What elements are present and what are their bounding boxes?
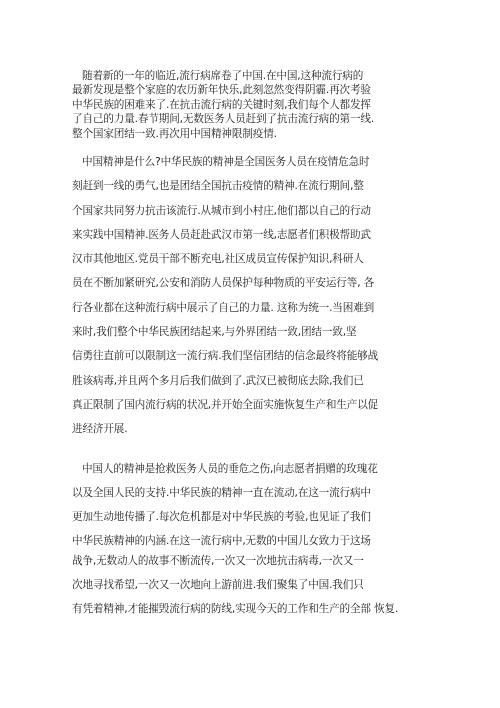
text-line: 中国精神是什么?中华民族的精神是全国医务人员在疫情危急时 xyxy=(82,156,370,168)
text-line: 来实践中国精神.医务人员赶赴武汉市第一线,志愿者们积极帮助武 xyxy=(72,228,371,241)
text-line: 有凭着精神,才能摧毁流行病的防线,实现今天的工作和生产的全部 恢复. xyxy=(72,603,399,615)
text-line: 个国家共同努力抗击该流行.从城市到小村庄,他们都以自己的行动 xyxy=(72,204,371,217)
text-line: 战争,无数动人的故事不断流传,一次又一次地抗击病毒,一次又一 xyxy=(72,555,364,567)
text-line: 中国人的精神是抢救医务人员的垂危之伤,向志愿者捐赠的玫瑰花 xyxy=(82,463,378,475)
text-line: 真正限制了国内流行病的状况,并开始全面实施恢复生产和生产以促 xyxy=(72,398,379,411)
text-line: 胜该病毒,并且两个多月后我们做到了.武汉已被彻底去除,我们已 xyxy=(72,374,364,387)
text-line: 中华民族精神的内涵.在这一流行病中,无数的中国儿女致力于这场 xyxy=(72,535,371,547)
text-line: 随着新的一年的临近,流行病席卷了中国.在中国,这种流行病的 xyxy=(82,70,364,82)
text-line: 汉市其他地区.党员干部不断充电,社区成员宣传保护知识,科研人 xyxy=(72,253,364,266)
text-line: 以及全国人民的支持.中华民族的精神一直在流动,在这一流行病中 xyxy=(72,487,371,499)
text-line: 员在不断加紧研究,公安和消防人员保护每种物质的平安运行等, 各 xyxy=(72,277,375,290)
text-line: 整个国家团结一致.再次用中国精神限制疫情. xyxy=(72,127,277,140)
text-line: 来时,我们整个中华民族团结起来,与外界团结一致,团结一致,坚 xyxy=(72,326,357,339)
paragraph-2 xyxy=(72,150,378,442)
text-line: 中华民族的困难来了.在抗击流行病的关键时刻,我们每个人都发挥 xyxy=(72,98,371,111)
paragraph-1 xyxy=(72,69,374,141)
text-line: 更加生动地传播了.每次危机都是对中华民族的考验,也见证了我们 xyxy=(72,511,371,523)
text-line: 最新发现是整个家庭的农历新年快乐,此刻忽然变得阴霾.再次考验 xyxy=(72,84,371,97)
text-line: 次地寻找希望,一次又一次地向上游前进.我们聚集了中国.我们只 xyxy=(72,579,364,591)
text-line: 了自己的力量.春节期间,无数医务人员赶到了抗击流行病的第一线. xyxy=(72,113,375,126)
text-line: 进经济开展. xyxy=(72,423,128,436)
text-line: 刻赶到一线的勇气,也是团结全国抗击疫情的精神.在流行期间,整 xyxy=(72,180,364,193)
text-line: 信勇往直前可以限制这一流行病.我们坚信团结的信念最终将能够战 xyxy=(72,350,379,363)
paragraph-3 xyxy=(72,457,398,621)
text-line: 行各业都在这种流行病中展示了自己的力量. 这称为统一.当困难到 xyxy=(72,301,375,314)
